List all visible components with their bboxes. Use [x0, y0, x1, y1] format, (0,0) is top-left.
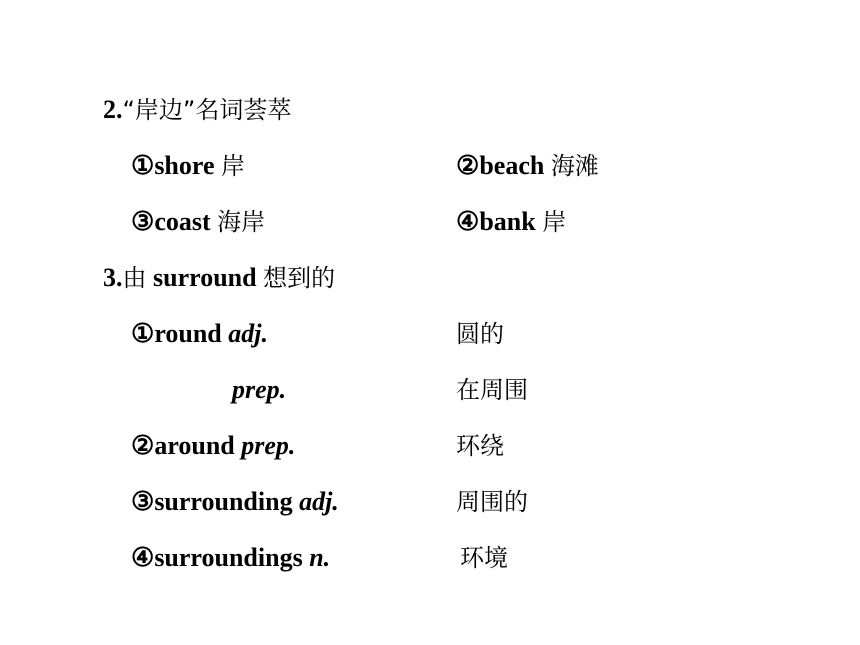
item-meaning: 环境 [460, 544, 508, 572]
item-marker: ② [131, 431, 155, 460]
list-item-coast [131, 206, 265, 238]
item-word: round [154, 319, 222, 348]
item-word: surroundings [154, 543, 303, 572]
item-marker: ④ [456, 207, 480, 236]
list-item-bank [456, 206, 566, 238]
item-meaning: 海岸 [217, 208, 266, 236]
list-item-round-prep-meaning [456, 374, 528, 406]
section-3-title-prefix: 由 [122, 264, 147, 292]
item-word: coast [154, 207, 211, 236]
item-meaning: 岸 [542, 208, 567, 236]
item-word: surrounding [154, 487, 293, 516]
item-marker: ① [131, 151, 155, 180]
item-meaning: 岸 [221, 152, 246, 180]
list-item-around [131, 430, 295, 462]
item-marker: ① [131, 319, 155, 348]
list-item-beach [456, 150, 599, 182]
section-3-number: 3. [103, 263, 123, 292]
item-word: shore [154, 151, 215, 180]
item-marker: ③ [131, 487, 155, 516]
item-pos: prep. [232, 375, 287, 404]
list-item-surrounding [131, 486, 339, 518]
item-marker: ② [456, 151, 480, 180]
item-meaning: 海滩 [550, 152, 599, 180]
item-pos: n. [309, 543, 331, 572]
item-word: beach [479, 151, 545, 180]
item-meaning: 环绕 [456, 432, 504, 460]
item-pos: adj. [299, 487, 339, 516]
item-marker: ④ [131, 543, 155, 572]
list-item-shore [131, 150, 245, 182]
section-2-number: 2. [103, 95, 123, 124]
section-3-title-word: surround [153, 263, 257, 292]
list-item-surroundings-meaning [460, 542, 508, 574]
list-item-surroundings [131, 542, 330, 574]
item-meaning: 在周围 [456, 376, 528, 404]
item-pos: adj. [228, 319, 268, 348]
item-word: bank [479, 207, 536, 236]
list-item-round-prep [232, 374, 286, 406]
item-meaning: 圆的 [456, 320, 504, 348]
item-marker: ③ [131, 207, 155, 236]
section-2-title: “岸边”名词荟萃 [122, 96, 292, 124]
section-3-title-suffix: 想到的 [263, 264, 336, 292]
list-item-surrounding-meaning [456, 486, 528, 518]
item-word: around [154, 431, 235, 460]
section-2-heading [103, 94, 291, 126]
item-pos: prep. [241, 431, 296, 460]
section-3-heading [103, 262, 335, 294]
item-meaning: 周围的 [456, 488, 528, 516]
list-item-round-meaning [456, 318, 504, 350]
list-item-around-meaning [456, 430, 504, 462]
list-item-round [131, 318, 268, 350]
